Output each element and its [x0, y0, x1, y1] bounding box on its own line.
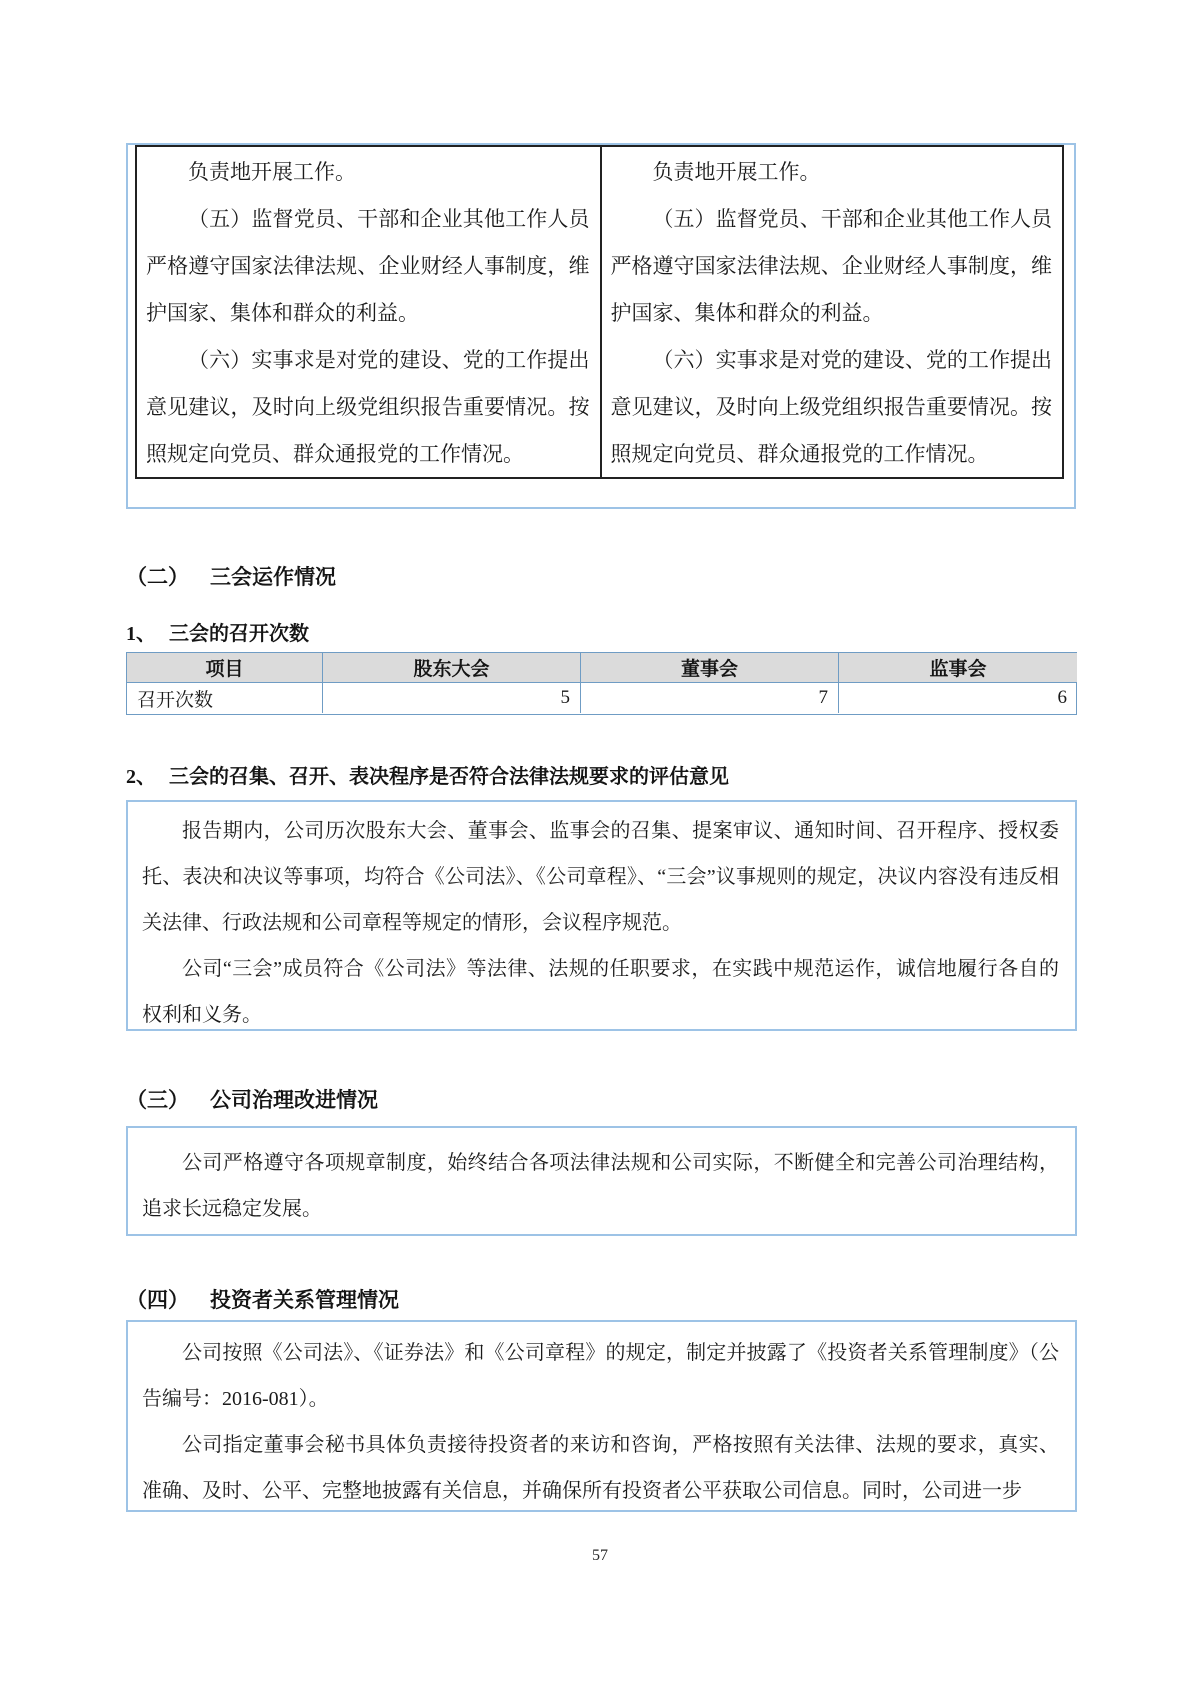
procedure-evaluation-box: [126, 800, 1077, 1031]
paragraph: （五）监督党员、干部和企业其他工作人员严格遵守国家法律法规、企业财经人事制度，维护国家、集体和群众的利益。: [146, 207, 590, 325]
heading-label: （二）: [126, 566, 189, 589]
subheading-procedure-evaluation: [126, 760, 729, 789]
governance-improvement-box: [126, 1126, 1077, 1236]
meetings-count-table: [126, 652, 1077, 715]
paragraph: 报告期内，公司历次股东大会、董事会、监事会的召集、提案审议、通知时间、召开程序、授权委托、表决和决议等事项，均符合《公司法》、《公司章程》、“三会”议事规则的规定，决议内容没有违反相关法律、行政法规和公司章程等规定的情形，会议程序规范。: [142, 820, 1059, 934]
heading-label: （四）: [126, 1289, 189, 1312]
heading-title: 投资者关系管理情况: [210, 1289, 399, 1312]
party-duty-frame: [126, 143, 1076, 509]
heading-title: 三会的召开次数: [169, 623, 309, 645]
investor-relations-box: [126, 1320, 1077, 1512]
meetings-header-shareholders: 股东大会: [322, 653, 580, 683]
paragraph: 公司严格遵守各项规章制度，始终结合各项法律法规和公司实际，不断健全和完善公司治理结构，追求长远稳定发展。: [142, 1152, 1059, 1220]
meetings-header-supervisors: 监事会: [838, 653, 1077, 683]
heading-title: 公司治理改进情况: [210, 1089, 378, 1112]
paragraph: 负责地开展工作。: [188, 160, 356, 184]
meetings-row-label: 召开次数: [137, 689, 214, 711]
heading-label: （三）: [126, 1089, 189, 1112]
meetings-value-shareholders: 5: [322, 683, 580, 713]
paragraph: （五）监督党员、干部和企业其他工作人员严格遵守国家法律法规、企业财经人事制度，维护国家、集体和群众的利益。: [610, 207, 1052, 325]
party-duty-cell-right: [600, 147, 1063, 477]
heading-title: 三会的召集、召开、表决程序是否符合法律法规要求的评估意见: [169, 766, 729, 788]
heading-label: 1、: [126, 623, 156, 645]
paragraph: 公司指定董事会秘书具体负责接待投资者的来访和咨询，严格按照有关法律、法规的要求，真实、准确、及时、公平、完整地披露有关信息，并确保所有投资者公平获取公司信息。同时，公司进一步: [142, 1434, 1059, 1502]
party-duty-table: [135, 145, 1064, 479]
section-heading-four: [126, 1284, 399, 1314]
heading-label: 2、: [126, 766, 156, 788]
meetings-value-supervisors: 6: [838, 683, 1077, 713]
meetings-header-board: 董事会: [580, 653, 838, 683]
meetings-value-board: 7: [580, 683, 838, 713]
paragraph: （六）实事求是对党的建设、党的工作提出意见建议，及时向上级党组织报告重要情况。按照规定向党员、群众通报党的工作情况。: [610, 348, 1052, 466]
heading-title: 三会运作情况: [210, 566, 336, 589]
paragraph: （六）实事求是对党的建设、党的工作提出意见建议，及时向上级党组织报告重要情况。按照规定向党员、群众通报党的工作情况。: [146, 348, 590, 466]
section-heading-three: [126, 1084, 378, 1114]
meetings-header-item: 项目: [127, 653, 322, 683]
paragraph: 公司“三会”成员符合《公司法》等法律、法规的任职要求，在实践中规范运作，诚信地履行各自的权利和义务。: [142, 958, 1059, 1026]
subheading-meeting-counts: [126, 617, 309, 646]
section-heading-two: [126, 561, 336, 591]
paragraph: 公司按照《公司法》、《证券法》和《公司章程》的规定，制定并披露了《投资者关系管理制度》（公告编号：2016-081）。: [142, 1342, 1059, 1410]
paragraph: 负责地开展工作。: [652, 160, 821, 184]
party-duty-cell-left: [137, 147, 600, 477]
page-number: 57: [592, 1547, 608, 1564]
